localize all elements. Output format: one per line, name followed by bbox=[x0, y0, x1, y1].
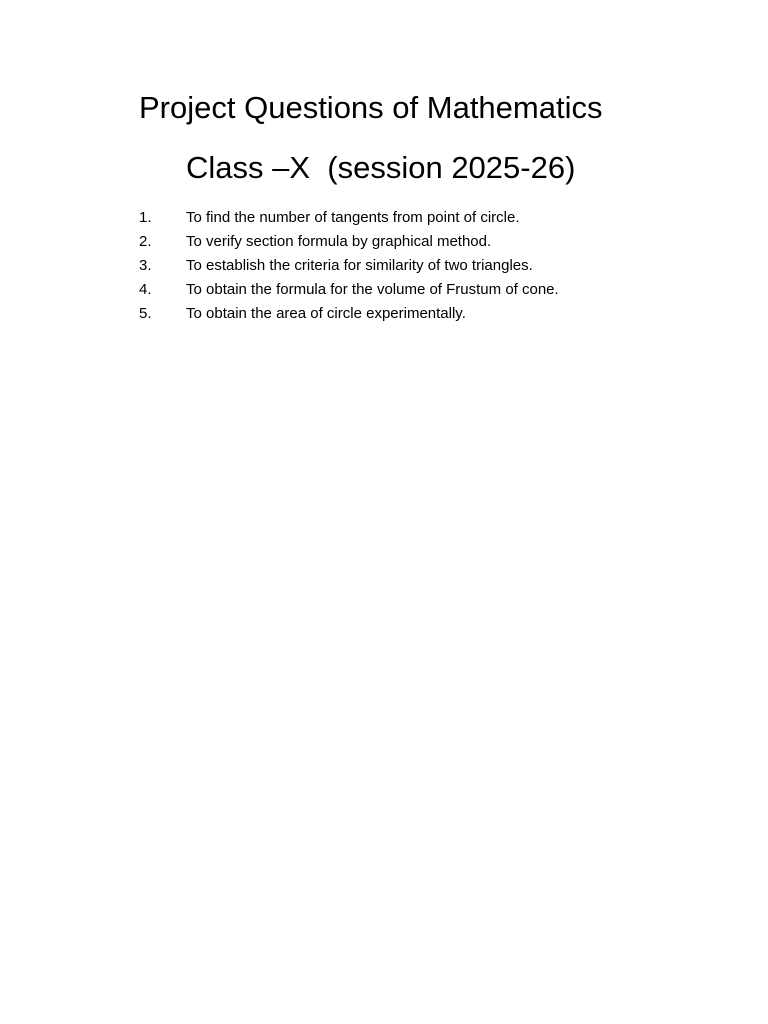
item-number: 3. bbox=[139, 257, 152, 274]
item-number: 5. bbox=[139, 305, 152, 322]
item-number: 2. bbox=[139, 233, 152, 250]
document-subtitle: Class –X (session 2025-26) bbox=[186, 150, 576, 185]
item-number: 1. bbox=[139, 209, 152, 226]
document-title: Project Questions of Mathematics bbox=[139, 90, 603, 125]
item-text: To find the number of tangents from point of circle. bbox=[186, 209, 520, 226]
item-text: To verify section formula by graphical method. bbox=[186, 233, 492, 250]
item-text: To obtain the area of circle experimentally. bbox=[186, 305, 466, 322]
item-number: 4. bbox=[139, 281, 152, 298]
item-text: To establish the criteria for similarity of two triangles. bbox=[186, 257, 533, 274]
item-text: To obtain the formula for the volume of Frustum of cone. bbox=[186, 281, 559, 298]
